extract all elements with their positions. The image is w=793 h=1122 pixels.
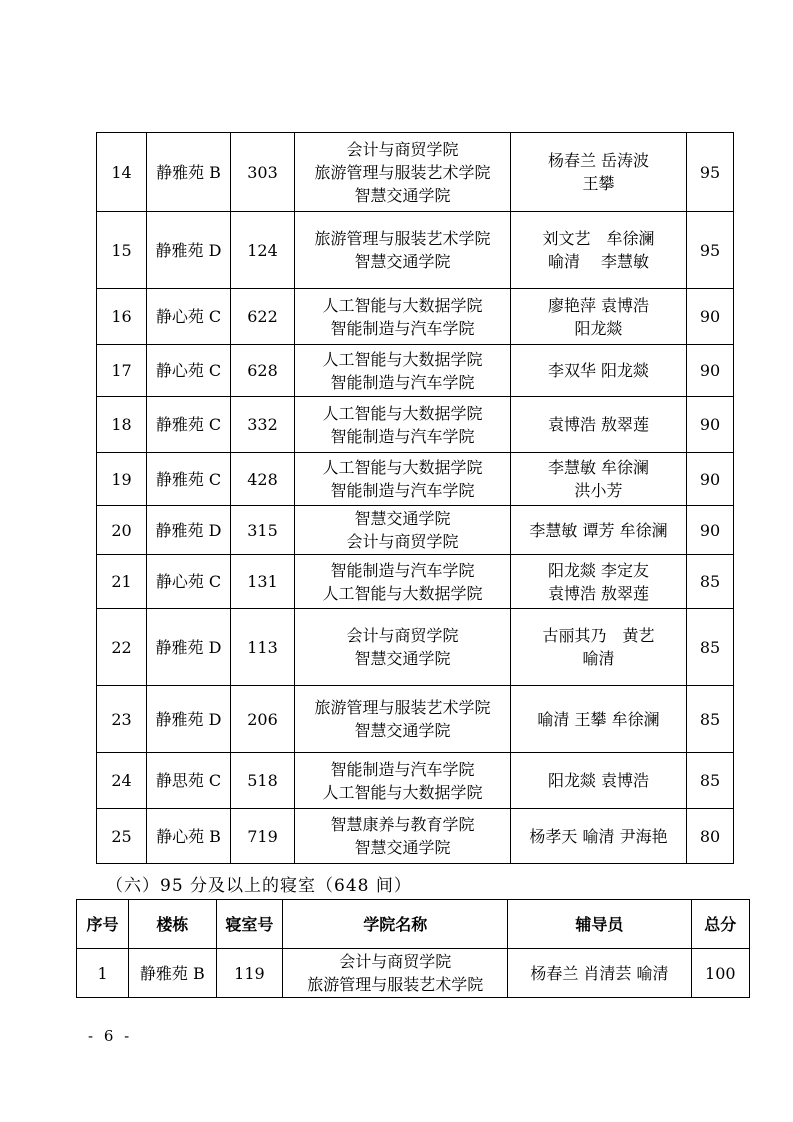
row-number: 18: [97, 397, 147, 453]
header-score: 总分: [691, 900, 749, 949]
building-cell: 静雅苑 D: [147, 212, 231, 289]
college-line: 会计与商贸学院: [346, 626, 459, 645]
counselor-cell: [511, 133, 687, 212]
room-cell: 206: [231, 686, 295, 753]
row-number: 22: [97, 609, 147, 686]
score-cell: 90: [687, 397, 734, 453]
counselor-line: 杨春兰 肖清芸 喻清: [530, 963, 669, 983]
college-line: 人工智能与大数据学院: [322, 782, 483, 802]
counselor-cell: [511, 212, 687, 289]
college-line: 智慧交通学院: [354, 252, 451, 271]
dorm-score-table-continued: [96, 132, 734, 864]
building-cell: 静雅苑 B: [147, 133, 231, 212]
row-number: 15: [97, 212, 147, 289]
row-number: 21: [97, 555, 147, 609]
header-building: 楼栋: [129, 900, 217, 949]
college-cell: [295, 453, 511, 506]
college-line: 旅游管理与服装艺术学院: [314, 162, 491, 182]
row-number: 24: [97, 753, 147, 809]
college-line: 会计与商贸学院: [339, 952, 452, 971]
counselor-cell: [511, 345, 687, 397]
table-row: [97, 686, 734, 753]
counselor-line: 阳龙燚 李定友: [547, 560, 650, 580]
room-cell: 113: [231, 609, 295, 686]
room-cell: 119: [216, 949, 283, 998]
counselor-line: 袁博浩 敖翠莲: [547, 415, 650, 434]
college-line: 智慧交通学院: [354, 649, 451, 668]
college-line: 智能制造与汽车学院: [330, 318, 475, 338]
counselor-line: 袁博浩 敖翠莲: [547, 583, 650, 603]
table-row: [97, 506, 734, 555]
college-cell: [295, 753, 511, 809]
table-row: [97, 289, 734, 345]
building-cell: 静雅苑 D: [147, 686, 231, 753]
row-number: 19: [97, 453, 147, 506]
counselor-line: 廖艳萍 袁博浩: [547, 295, 650, 315]
row-number: 1: [77, 949, 129, 998]
college-line: 智慧交通学院: [354, 838, 451, 857]
table-row: [97, 555, 734, 609]
counselor-cell: [511, 686, 687, 753]
score-cell: 90: [687, 289, 734, 345]
college-cell: [295, 555, 511, 609]
counselor-line: 古丽其乃 黄艺: [542, 626, 655, 645]
college-line: 智慧交通学院: [354, 509, 451, 528]
college-cell: [295, 609, 511, 686]
college-line: 人工智能与大数据学院: [322, 458, 483, 477]
row-number: 14: [97, 133, 147, 212]
counselor-cell: [511, 753, 687, 809]
score-cell: 80: [687, 809, 734, 864]
counselor-cell: [511, 555, 687, 609]
college-line: 智慧交通学院: [354, 185, 451, 205]
counselor-line: 洪小芳: [574, 481, 623, 500]
counselor-cell: [511, 453, 687, 506]
college-line: 旅游管理与服装艺术学院: [307, 975, 484, 994]
page-number: - 6 -: [88, 1027, 133, 1045]
college-cell: [295, 133, 511, 212]
college-cell: [295, 212, 511, 289]
table-row: [97, 212, 734, 289]
college-line: 会计与商贸学院: [346, 532, 459, 551]
row-number: 16: [97, 289, 147, 345]
table-row: [97, 397, 734, 453]
counselor-line: 喻清 王攀 牟徐澜: [537, 709, 660, 729]
dorm-score-table-95-plus: [76, 899, 750, 998]
building-cell: 静雅苑 D: [147, 609, 231, 686]
building-cell: 静心苑 C: [147, 555, 231, 609]
college-line: 智能制造与汽车学院: [330, 560, 475, 580]
college-line: 智能制造与汽车学院: [330, 481, 475, 500]
table-row: [97, 345, 734, 397]
counselor-line: 李慧敏 谭芳 牟徐澜: [529, 520, 668, 540]
score-cell: 95: [687, 133, 734, 212]
room-cell: 428: [231, 453, 295, 506]
college-cell: [295, 289, 511, 345]
table-row: [97, 609, 734, 686]
score-cell: 90: [687, 453, 734, 506]
counselor-cell: [511, 609, 687, 686]
building-cell: 静心苑 C: [147, 345, 231, 397]
room-cell: 622: [231, 289, 295, 345]
college-cell: [295, 686, 511, 753]
score-cell: 85: [687, 555, 734, 609]
header-college: 学院名称: [283, 900, 508, 949]
room-cell: 332: [231, 397, 295, 453]
college-cell: [283, 949, 508, 998]
counselor-line: 王攀: [582, 174, 615, 193]
college-line: 旅游管理与服装艺术学院: [314, 229, 491, 248]
counselor-cell: [511, 397, 687, 453]
room-cell: 628: [231, 345, 295, 397]
college-line: 智能制造与汽车学院: [330, 426, 475, 446]
header-no: 序号: [77, 900, 129, 949]
counselor-line: 杨春兰 岳涛波: [547, 151, 650, 170]
counselor-line: 喻清 李慧敏: [547, 252, 650, 271]
college-cell: [295, 345, 511, 397]
score-cell: 100: [691, 949, 749, 998]
score-cell: 85: [687, 753, 734, 809]
room-cell: 303: [231, 133, 295, 212]
row-number: 17: [97, 345, 147, 397]
section-heading: （六）95 分及以上的寝室（648 间）: [106, 876, 412, 896]
header-room: 寝室号: [216, 900, 283, 949]
table-row: [97, 453, 734, 506]
score-cell: 95: [687, 212, 734, 289]
score-cell: 90: [687, 506, 734, 555]
counselor-line: 杨孝天 喻清 尹海艳: [529, 826, 668, 846]
college-line: 智慧康养与教育学院: [330, 815, 475, 834]
room-cell: 131: [231, 555, 295, 609]
header-counselor: 辅导员: [508, 900, 691, 949]
building-cell: 静心苑 B: [147, 809, 231, 864]
room-cell: 315: [231, 506, 295, 555]
college-line: 人工智能与大数据学院: [322, 349, 483, 369]
counselor-line: 李双华 阳龙燚: [547, 361, 650, 380]
counselor-line: 喻清: [582, 649, 615, 668]
building-cell: 静雅苑 B: [129, 949, 217, 998]
building-cell: 静雅苑 C: [147, 397, 231, 453]
building-cell: 静心苑 C: [147, 289, 231, 345]
college-line: 会计与商贸学院: [346, 139, 459, 159]
building-cell: 静雅苑 D: [147, 506, 231, 555]
college-cell: [295, 397, 511, 453]
table-row: [97, 753, 734, 809]
counselor-cell: [508, 949, 691, 998]
room-cell: 518: [231, 753, 295, 809]
table-row: [97, 809, 734, 864]
college-line: 人工智能与大数据学院: [322, 295, 483, 315]
counselor-line: 刘文艺 牟徐澜: [542, 229, 655, 248]
counselor-cell: [511, 289, 687, 345]
college-line: 智慧交通学院: [354, 721, 451, 740]
row-number: 23: [97, 686, 147, 753]
row-number: 20: [97, 506, 147, 555]
college-cell: [295, 506, 511, 555]
counselor-cell: [511, 506, 687, 555]
college-line: 智能制造与汽车学院: [330, 759, 475, 779]
counselor-cell: [511, 809, 687, 864]
college-line: 人工智能与大数据学院: [322, 583, 483, 603]
college-cell: [295, 809, 511, 864]
score-cell: 85: [687, 686, 734, 753]
table-row: [97, 133, 734, 212]
college-line: 智能制造与汽车学院: [330, 372, 475, 392]
college-line: 旅游管理与服装艺术学院: [314, 698, 491, 717]
college-line: 人工智能与大数据学院: [322, 403, 483, 423]
counselor-line: 阳龙燚: [574, 318, 623, 338]
building-cell: 静雅苑 C: [147, 453, 231, 506]
table-header-row: [77, 900, 750, 949]
row-number: 25: [97, 809, 147, 864]
building-cell: 静思苑 C: [147, 753, 231, 809]
score-cell: 90: [687, 345, 734, 397]
room-cell: 124: [231, 212, 295, 289]
score-cell: 85: [687, 609, 734, 686]
table-row: [77, 949, 750, 998]
counselor-line: 李慧敏 牟徐澜: [547, 458, 650, 477]
room-cell: 719: [231, 809, 295, 864]
counselor-line: 阳龙燚 袁博浩: [547, 771, 650, 790]
